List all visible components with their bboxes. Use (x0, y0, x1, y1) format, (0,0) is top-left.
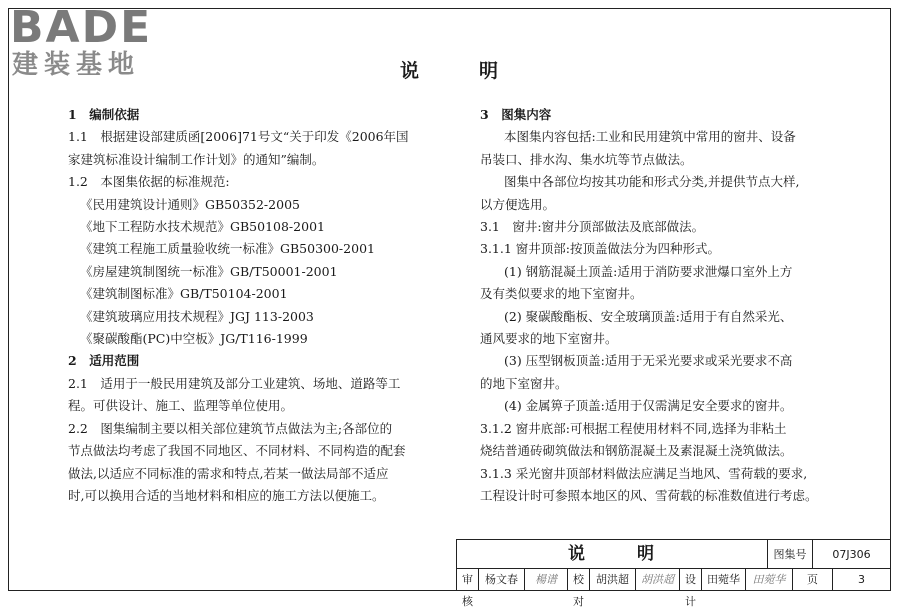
item-1-line-2: 及有类似要求的地下室窗井。 (480, 286, 643, 302)
clause-2-2-line-1: 2.2 图集编制主要以相关部位建筑节点做法为主;各部位的 (68, 420, 393, 436)
reviewer-name: 杨文春 (479, 569, 525, 591)
page-title (0, 56, 900, 83)
standard-item: 《建筑工程施工质量验收统一标准》GB50300-2001 (80, 241, 375, 257)
clause-2-2-line-4: 时,可以换用合适的当地材料和相应的施工方法以便施工。 (68, 487, 385, 503)
section-3-heading: 3 图集内容 (480, 107, 552, 122)
item-4-line-1: (4) 金属箅子顶盖:适用于仅需满足安全要求的窗井。 (504, 398, 793, 414)
standard-item: 《地下工程防水技术规范》GB50108-2001 (80, 219, 325, 235)
proof-label: 校对 (568, 569, 590, 591)
design-label: 设计 (680, 569, 702, 591)
paragraph-1-line-2: 吊装口、排水沟、集水坑等节点做法。 (480, 151, 693, 167)
page-number: 3 (858, 573, 865, 586)
clause-1-1-line-2: 家建筑标准设计编制工作计划》的通知”编制。 (68, 151, 325, 167)
proofer-name: 胡洪超 (590, 569, 636, 591)
item-2-line-1: (2) 聚碳酸酯板、安全玻璃顶盖:适用于有自然采光、 (504, 308, 793, 324)
clause-2-2-line-2: 节点做法均考虑了我国不同地区、不同材料、不同构造的配套 (68, 443, 406, 459)
paragraph-2-line-1: 图集中各部位均按其功能和形式分类,并提供节点大样, (504, 174, 800, 190)
clause-1-1-line-1: 1.1 根据建设部建质函[2006]71号文“关于印发《2006年国 (68, 129, 409, 145)
title-char-2: 明 (479, 60, 501, 82)
item-3-line-2: 的地下室窗井。 (480, 375, 568, 391)
section-1-heading: 1 编制依据 (68, 107, 140, 122)
designer-name: 田菀华 (702, 569, 746, 591)
item-3-line-1: (3) 压型钢板顶盖:适用于无采光要求或采光要求不高 (504, 353, 793, 369)
standard-item: 《建筑玻璃应用技术规程》JGJ 113-2003 (80, 308, 314, 324)
title-block-name (457, 540, 768, 569)
page-label: 页 (793, 569, 833, 591)
standard-item: 《房屋建筑制图统一标准》GB/T50001-2001 (80, 263, 338, 279)
left-column (68, 104, 446, 507)
clause-1-2-intro: 1.2 本图集依据的标准规范: (68, 174, 230, 190)
title-block-name-char-1: 说 (568, 544, 587, 564)
clause-2-1-line-1: 2.1 适用于一般民用建筑及部分工业建筑、场地、道路等工 (68, 375, 401, 391)
reviewer-signature: 楊谱 (525, 569, 568, 591)
proofer-signature: 胡洪超 (636, 569, 680, 591)
review-label: 审核 (457, 569, 479, 591)
logo-text-en: BADE (10, 2, 153, 53)
clause-3-1-2-line-1: 3.1.2 窗井底部:可根据工程使用材料不同,选择为非粘土 (480, 420, 787, 436)
clause-2-2-line-3: 做法,以适应不同标准的需求和特点,若某一做法局部不适应 (68, 465, 389, 481)
clause-3-1: 3.1 窗井:窗井分顶部做法及底部做法。 (480, 219, 705, 235)
title-char-1: 说 (399, 60, 421, 82)
right-column (480, 104, 855, 507)
atlas-number: 07J306 (813, 540, 890, 569)
section-2-heading: 2 适用范围 (68, 353, 140, 369)
title-block-name-char-2: 明 (637, 544, 656, 564)
item-1-line-1: (1) 钢筋混凝土顶盖:适用于消防要求泄爆口室外上方 (504, 263, 793, 279)
title-block (456, 539, 891, 608)
clause-3-1-1: 3.1.1 窗井顶部:按顶盖做法分为四种形式。 (480, 241, 720, 257)
standard-item: 《聚碳酸酯(PC)中空板》JG/T116-1999 (80, 331, 308, 347)
clause-3-1-2-line-2: 烧结普通砖砌筑做法和钢筋混凝土及素混凝土浇筑做法。 (480, 443, 793, 459)
paragraph-1-line-1: 本图集内容包括:工业和民用建筑中常用的窗井、设备 (504, 129, 796, 145)
paragraph-2-line-2: 以方便选用。 (480, 196, 556, 212)
logo-text-cn: 建装基地 (12, 50, 141, 80)
designer-signature: 田菀华 (746, 569, 793, 591)
clause-3-1-3-line-1: 3.1.3 采光窗井顶部材料做法应满足当地风、雪荷载的要求, (480, 465, 808, 481)
standard-item: 《民用建筑设计通则》GB50352-2005 (80, 196, 300, 212)
atlas-number-label: 图集号 (768, 540, 813, 569)
standard-item: 《建筑制图标准》GB/T50104-2001 (80, 286, 288, 302)
item-2-line-2: 通风要求的地下室窗井。 (480, 331, 618, 347)
clause-2-1-line-2: 程。可供设计、施工、监理等单位使用。 (68, 398, 294, 414)
clause-3-1-3-line-2: 工程设计时可参照本地区的风、雪荷载的标准数值进行考虑。 (480, 487, 818, 503)
